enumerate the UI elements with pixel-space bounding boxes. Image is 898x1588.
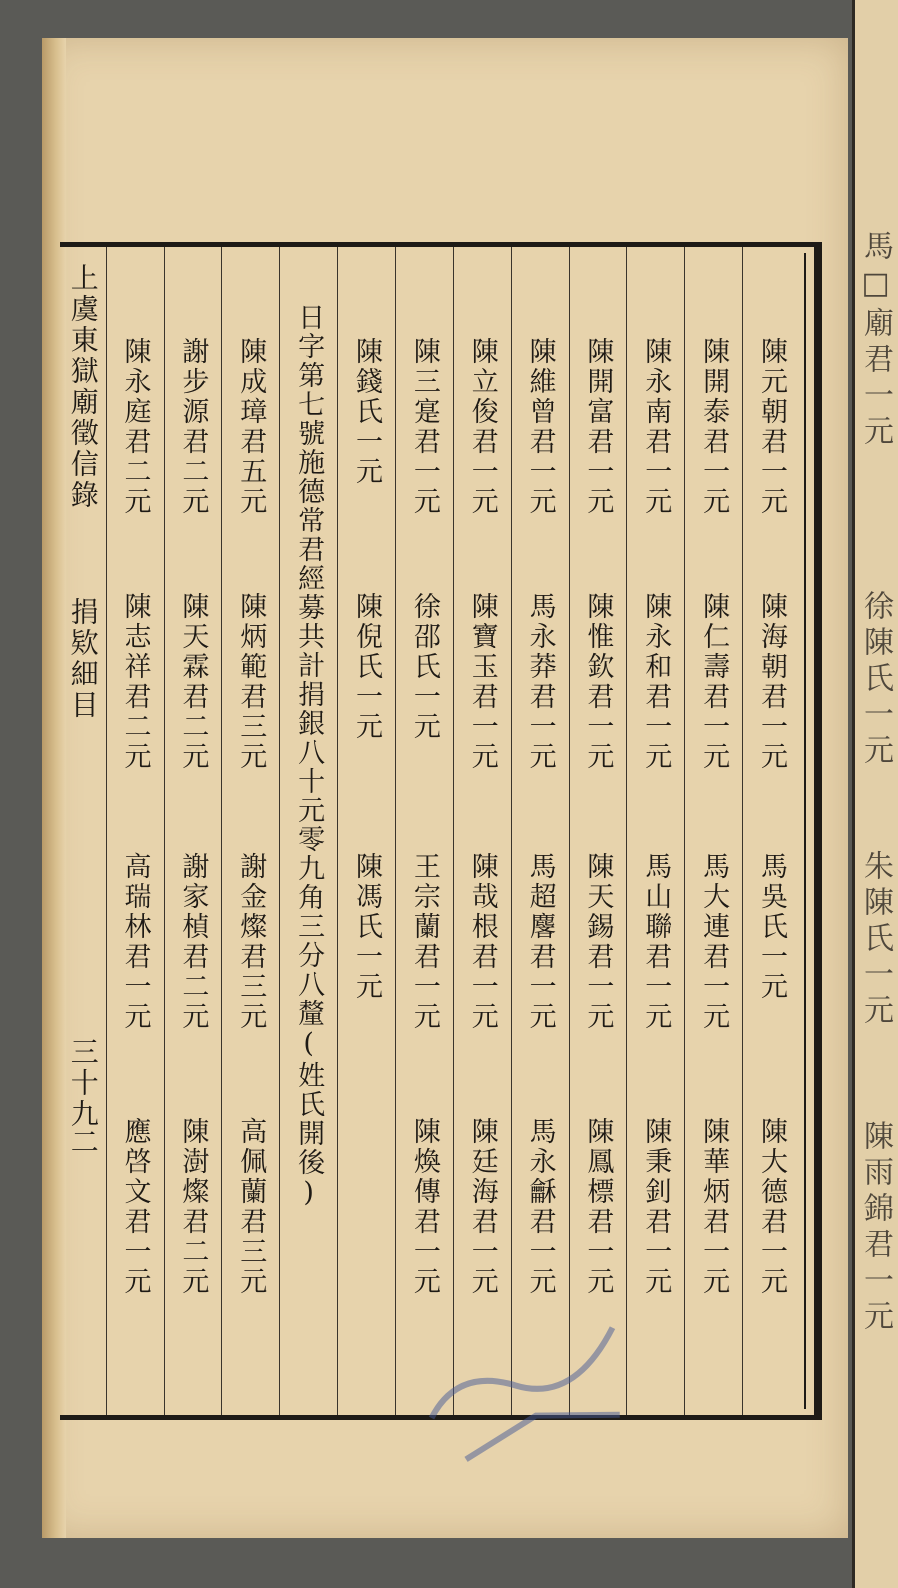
donation-column-12	[106, 247, 164, 1415]
donor-entry: 徐邵氏一元	[408, 592, 440, 742]
donation-column-3	[626, 247, 684, 1415]
donor-entry: 陳惟欽君一元	[582, 592, 614, 772]
donor-entry: 馬吳氏一元	[756, 852, 787, 1002]
donor-entry: 陳成璋君五元	[235, 337, 267, 517]
donor-entry: 陳開泰君一元	[698, 337, 730, 517]
donation-column-2	[684, 247, 742, 1415]
donor-entry: 陳元朝君一元	[756, 337, 787, 517]
donor-entry: 陳維曾君一元	[524, 337, 556, 517]
donation-column-10	[221, 247, 279, 1415]
donor-entry: 陳立俊君一元	[466, 337, 498, 517]
donor-entry: 陳華炳君一元	[698, 1117, 730, 1297]
donor-entry: 陳海朝君一元	[756, 592, 787, 772]
adjacent-fragment: 徐陳氏一元	[858, 590, 893, 770]
donor-entry: 馬山聯君一元	[640, 852, 672, 1032]
page-number: 三十九	[66, 1037, 100, 1130]
donation-columns	[60, 247, 800, 1415]
section-title: 捐欵細目	[66, 597, 100, 721]
donor-entry: 陳寶玉君一元	[466, 592, 498, 772]
donor-entry: 陳鳳標君一元	[582, 1117, 614, 1297]
adjacent-fragment: 朱陳氏一元	[858, 850, 893, 1030]
donor-entry: 陳永和君一元	[640, 592, 672, 772]
donor-entry: 謝金燦君三元	[235, 852, 267, 1032]
donor-entry: 馬永龢君一元	[524, 1117, 556, 1297]
margin-header-column	[60, 247, 106, 1415]
donor-entry: 陳天錫君一元	[582, 852, 614, 1032]
adjacent-page-edge	[852, 0, 898, 1588]
donor-entry: 陳天霖君二元	[177, 592, 209, 772]
donor-entry: 陳澍燦君二元	[177, 1117, 209, 1297]
donor-entry: 陳秉釗君一元	[640, 1117, 672, 1297]
donor-entry: 馬超麐君一元	[524, 852, 556, 1032]
donation-column-7	[395, 247, 453, 1415]
donor-entry: 陳仁壽君一元	[698, 592, 730, 772]
donor-entry: 陳煥傳君一元	[408, 1117, 440, 1297]
donor-entry: 陳開富君一元	[582, 337, 614, 517]
donor-entry: 陳志祥君二元	[119, 592, 151, 772]
donor-entry: 陳炳範君三元	[235, 592, 267, 772]
donation-column-8	[337, 247, 395, 1415]
donor-entry: 高瑞林君一元	[119, 852, 151, 1032]
donor-entry: 馬永莽君一元	[524, 592, 556, 772]
donor-entry: 謝步源君二元	[177, 337, 209, 517]
collection-summary: 日字第七號施德常君經募共計捐銀八十元零九角三分八釐(姓氏開後)	[293, 303, 325, 1210]
donor-entry: 陳廷海君一元	[466, 1117, 498, 1297]
donor-entry: 馬大連君一元	[698, 852, 730, 1032]
donor-entry: 王宗蘭君一元	[408, 852, 440, 1032]
donor-entry: 應啓文君一元	[119, 1117, 151, 1297]
donor-entry: 高佩蘭君三元	[235, 1117, 267, 1297]
donation-column-11	[164, 247, 222, 1415]
donor-entry: 陳永南君一元	[640, 337, 672, 517]
donor-entry: 陳哉根君一元	[466, 852, 498, 1032]
donor-entry: 謝家楨君二元	[177, 852, 209, 1032]
adjacent-fragment: 馬□廟君一元	[858, 230, 893, 451]
page-mark: 二	[66, 1127, 100, 1158]
book-title: 上虞東獄廟徵信錄	[66, 263, 100, 511]
donation-column-1	[742, 247, 800, 1415]
text-frame	[60, 242, 822, 1420]
donor-entry: 陳倪氏一元	[350, 592, 382, 742]
donor-entry: 陳三寔君一元	[408, 337, 440, 517]
donor-entry: 陳永庭君二元	[119, 337, 151, 517]
donor-entry: 陳錢氏一元	[350, 337, 382, 487]
donor-entry: 陳大德君一元	[756, 1117, 787, 1297]
adjacent-fragment: 陳雨錦君一元	[858, 1120, 893, 1336]
donation-column-summary	[279, 247, 337, 1415]
donor-entry: 陳馮氏一元	[350, 852, 382, 1002]
